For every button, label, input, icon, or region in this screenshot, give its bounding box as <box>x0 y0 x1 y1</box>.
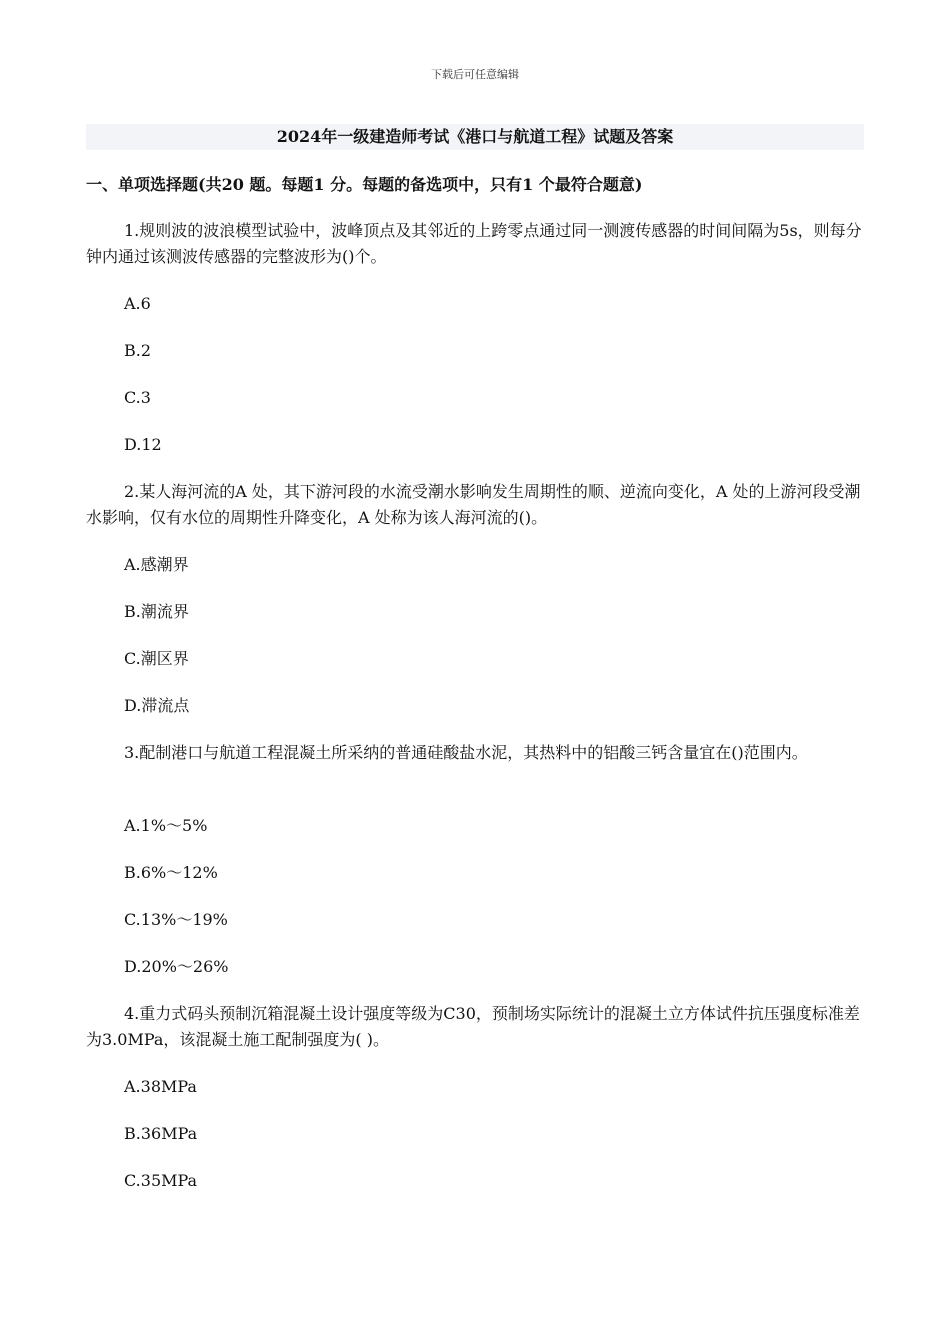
question-2-option-b: B.潮流界 <box>124 602 189 621</box>
question-4-option-c: C.35MPa <box>124 1171 198 1190</box>
question-4-stem: 4.重力式码头预制沉箱混凝土设计强度等级为C30，预制场实际统计的混凝土立方体试件抗压强度标准差为3.0MPa，该混凝土施工配制强度为( )。 <box>86 1004 860 1049</box>
question-1-option-a: A.6 <box>124 294 151 313</box>
document-title: 2024年一级建造师考试《港口与航道工程》试题及答案 <box>86 124 864 150</box>
question-1-stem: 1.规则波的波浪模型试验中，波峰顶点及其邻近的上跨零点通过同一测渡传感器的时间间隔为5s，则每分钟内通过该测波传感器的完整波形为()个。 <box>86 221 862 266</box>
question-2-option-c: C.潮区界 <box>124 649 189 668</box>
question-2-stem: 2.某人海河流的A 处，其下游河段的水流受潮水影响发生周期性的顺、逆流向变化，A 处的上游河段受潮水影响，仅有水位的周期性升降变化，A 处称为该人海河流的()。 <box>86 482 861 527</box>
question-3-option-b: B.6%～12% <box>124 863 218 882</box>
question-2-option-d: D.滞流点 <box>124 696 190 715</box>
question-1-option-c: C.3 <box>124 388 151 407</box>
question-3-option-a: A.1%～5% <box>124 816 208 835</box>
question-3-option-c: C.13%～19% <box>124 910 228 929</box>
question-1-option-d: D.12 <box>124 435 162 454</box>
question-4-option-a: A.38MPa <box>124 1077 197 1096</box>
header-note: 下载后可任意编辑 <box>431 68 519 81</box>
section-heading: 一、单项选择题(共20 题。每题1 分。每题的备选项中，只有1 个最符合题意) <box>86 175 643 194</box>
question-2-option-a: A.感潮界 <box>124 555 189 574</box>
question-1-option-b: B.2 <box>124 341 152 360</box>
question-3-stem: 3.配制港口与航道工程混凝土所采纳的普通硅酸盐水泥，其热料中的铝酸三钙含量宜在()范围内。 <box>124 743 808 762</box>
question-4-option-b: B.36MPa <box>124 1124 198 1143</box>
question-3-option-d: D.20%～26% <box>124 957 229 976</box>
